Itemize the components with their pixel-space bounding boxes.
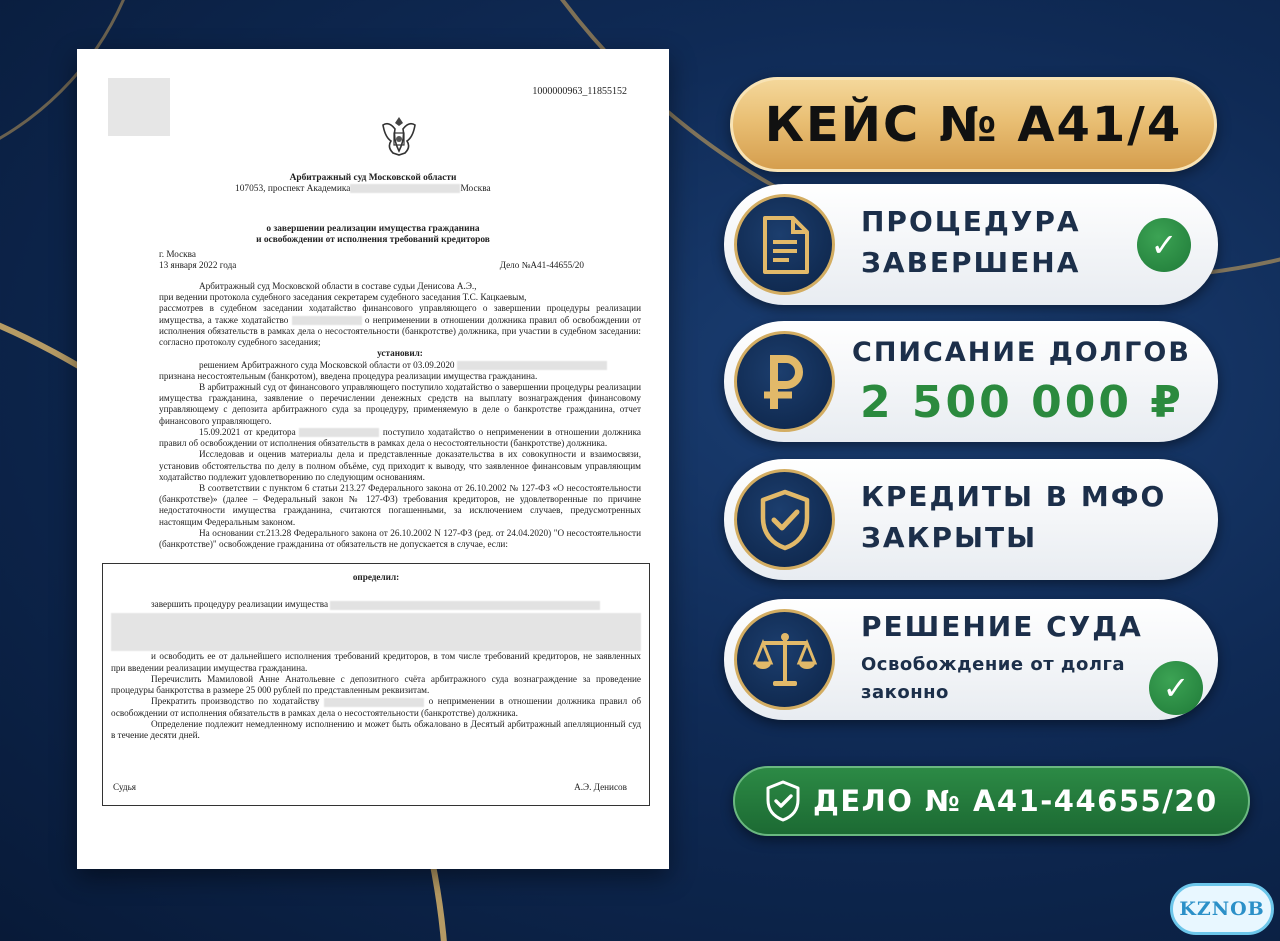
redacted-block <box>111 613 641 651</box>
scales-icon <box>734 609 835 710</box>
coat-of-arms-icon <box>373 111 425 163</box>
document-subject: о завершении реализации имущества гражданина и освобождении от исполнения требований кредиторов <box>256 224 490 246</box>
mfo-loans-card <box>724 459 1218 580</box>
document-date: 13 января 2022 года <box>159 260 237 270</box>
ruble-icon <box>734 331 835 432</box>
judge-label: Судья <box>113 781 137 792</box>
document-icon <box>734 194 835 295</box>
debt-writeoff-label: СПИСАНИЕ ДОЛГОВ <box>852 337 1191 368</box>
shield-check-icon <box>734 469 835 570</box>
check-icon: ✓ <box>1137 218 1191 272</box>
court-decision-subtitle: Освобождение от долга законно <box>861 654 1126 703</box>
case-title: КЕЙС № А41/4 <box>764 96 1183 153</box>
brand-logo-text: KZNOB <box>1179 898 1265 920</box>
redacted-block <box>108 78 170 136</box>
court-decision-card <box>724 599 1218 720</box>
debt-writeoff-amount: 2 500 000 ₽ <box>860 377 1184 428</box>
check-icon: ✓ <box>1149 661 1203 715</box>
document-code: 1000000963_11855152 <box>532 86 627 97</box>
case-title-banner <box>730 77 1217 172</box>
document-case-number: Дело №А41-44655/20 <box>499 260 584 270</box>
shield-check-icon <box>765 780 801 822</box>
document-body: Арбитражный суд Московской области в составе судьи Денисова А.Э., при ведении протокола судебного заседания секретарем судебного заседания Т.С. Кацкаевым, рассмотрев в судебном заседании ходатайство финансового управляющего о завершении процедуры реализации имущества, а также ходатайство о неприменении в отношении должника правил об освобождении от исполнения обязательств в рамках дела о несостоятельности (банкротстве) должника, при участии в судебном заседании: согласно протоколу судебного заседания; установил: решением Арбитражного суда Московской области от 03.09.2020 признана несостоятельным (банкротом), введена процедура реализации имущества гражданина. В арбитражный суд от финансового управляющего поступило ходатайство о завершении процедуры реализации имущества гражданина, заявление о перечислении денежных средств на выплату вознаграждения финансовому управляющему с депозита арбитражного суда за процедуру, применяемую в деле о банкротстве гражданина, отчет финансового управляющего. 15.09.2021 от кредитора поступило ходатайство о неприменении в отношении должника правил об освобождении от исполнения обязательств в рамках дела о несостоятельности (банкротстве) должника. Исследовав и оценив материалы дела и представленные доказательства в их совокупности и взаимосвязи, установив обстоятельства по делу в полном объёме, суд приходит к выводу, что заявленное финансовым управляющим ходатайство подлежит удовлетворению по следующим основаниям. В соответствии с пунктом 6 статьи 213.27 Федерального закона от 26.10.2002 № 127-ФЗ «О несостоятельности (банкротстве)» (далее – Федеральный закон № 127-ФЗ) требования кредиторов, не удовлетворенные по причине недостаточности имущества гражданина, считаются погашенными, за исключением случаев, предусмотренных настоящим Федеральным законом. На основании ст.213.28 Федерального закона от 26.10.2002 N 127-ФЗ (ред. от 24.04.2020) "О несостоятельности (банкротстве)" освобождение гражданина от обязательств не допускается в случае, если: <box>159 281 642 550</box>
court-document <box>77 49 669 869</box>
procedure-card <box>724 184 1218 305</box>
case-number-pill <box>733 766 1250 836</box>
court-decision-label: РЕШЕНИЕ СУДА <box>861 610 1143 643</box>
debt-writeoff-card <box>724 321 1218 442</box>
court-name: Арбитражный суд Московской области <box>289 173 457 183</box>
court-address: 107053, проспект Академика Москва <box>235 184 491 194</box>
case-number-label: ДЕЛО № А41-44655/20 <box>813 784 1218 818</box>
procedure-label: ПРОЦЕДУРА ЗАВЕРШЕНА <box>861 205 1081 279</box>
determination-frame: определил: завершить процедуру реализации имущества и освободить ее от дальнейшего исполнения требований кредиторов, в том числе требований кредиторов, не заявленных при введении реализации имущества гражданина. Перечислить Мамиловой Анне Анатольевне с депозитного счёта арбитражного суда вознаграждение за проведение процедуры банкротства в размере 25 000 рублей по представленным реквизитам. Прекратить производство по ходатайству о неприменении в отношении должника правил об освобождении от исполнения обязательств в рамках дела о несостоятельности (банкротстве) должника. Определение подлежит немедленному исполнению и может быть обжаловано в Десятый арбитражный апелляционный суд в течение десяти дней. Судья А.Э. Денисов <box>102 563 650 806</box>
mfo-loans-label: КРЕДИТЫ В МФО ЗАКРЫТЫ <box>861 480 1167 554</box>
judge-name: А.Э. Денисов <box>574 781 627 792</box>
brand-badge <box>1170 883 1274 935</box>
document-city: г. Москва <box>159 249 196 259</box>
